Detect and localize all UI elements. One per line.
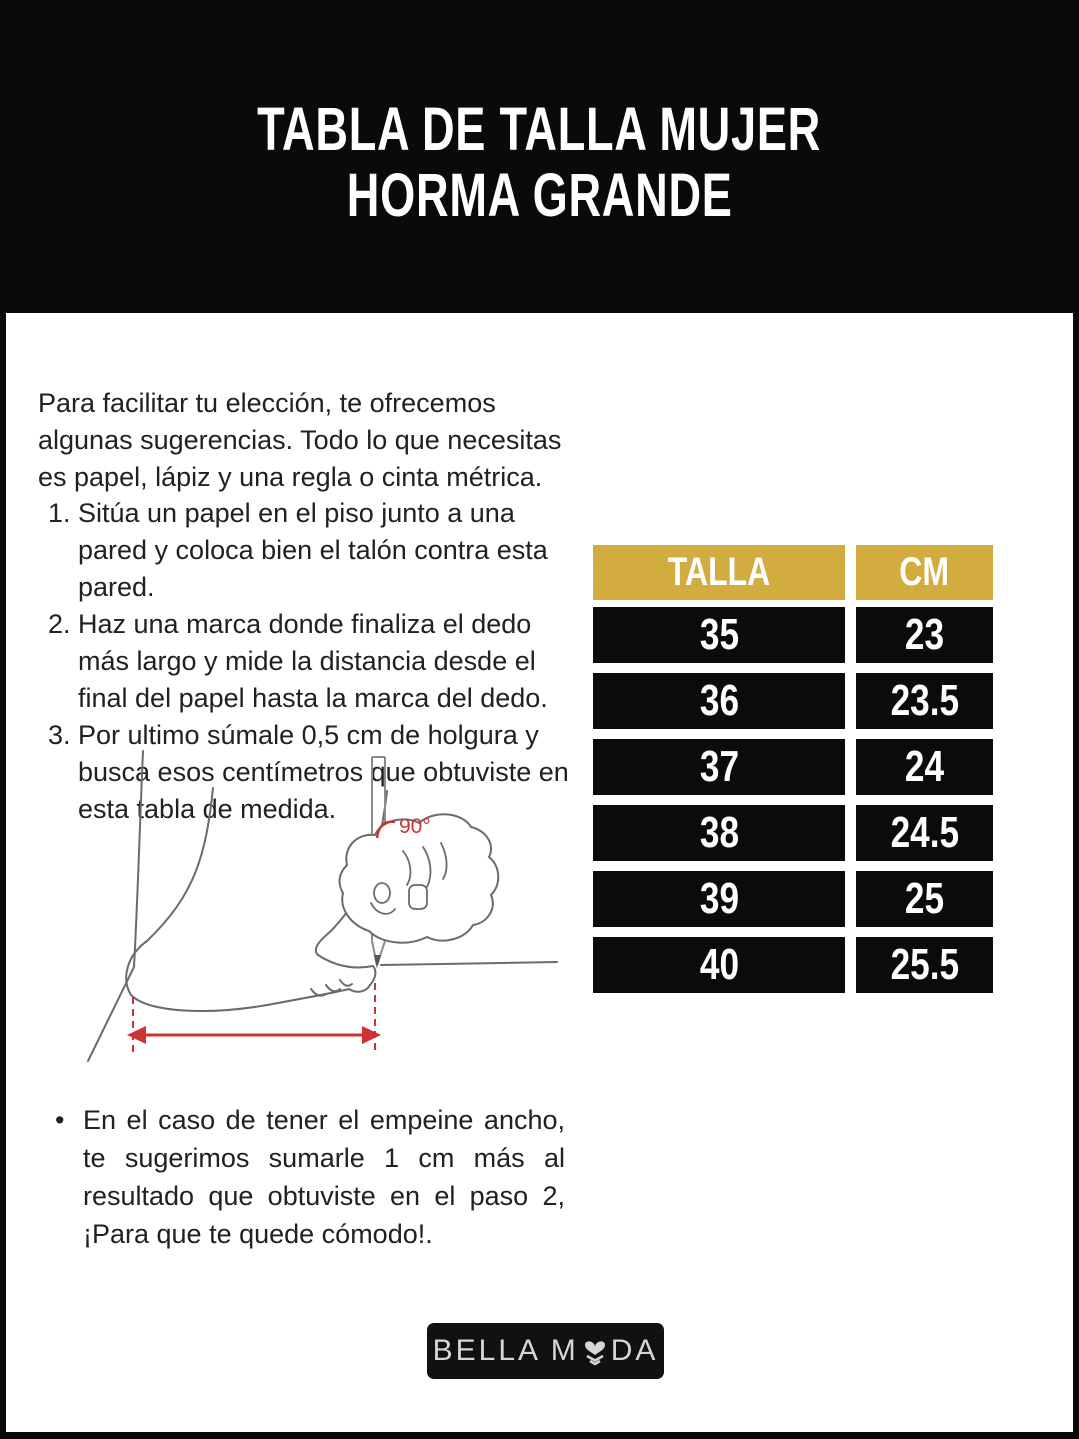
note-bullet-item	[55, 1101, 565, 1253]
table-row-talla	[593, 673, 845, 729]
list-item-text: Sitúa un papel en el piso junto a una pared y coloca bien el talón contra esta pared.	[78, 498, 548, 602]
list-item	[48, 495, 576, 606]
table-row-cm	[856, 673, 993, 729]
page-title-line1-text: TABLA DE TALLA MUJER	[257, 95, 822, 163]
size-table-body	[593, 607, 998, 993]
cm-value: 25.5	[890, 940, 959, 989]
talla-value: 35	[699, 610, 739, 659]
cm-value: 24.5	[890, 808, 959, 857]
content-sheet	[6, 313, 1073, 1432]
table-row-cm	[856, 805, 993, 861]
size-table-header-row	[593, 545, 998, 600]
list-item	[48, 606, 576, 717]
page-title	[0, 96, 1079, 228]
angle-label: 90°	[399, 815, 431, 838]
table-row-cm	[856, 739, 993, 795]
header-band	[0, 0, 1079, 313]
arrow-right-head	[362, 1026, 381, 1044]
arrow-left-head	[127, 1026, 146, 1044]
foot-measuring-diagram	[85, 743, 561, 1069]
page-title-line2-text: HORMA GRANDE	[346, 161, 733, 229]
cm-value: 24	[904, 742, 945, 791]
table-row-cm	[856, 937, 993, 993]
cm-value: 23.5	[890, 676, 959, 725]
cm-value: 25	[904, 874, 945, 923]
size-table	[593, 545, 998, 993]
logo-text-post: DA	[610, 1334, 659, 1367]
talla-value: 36	[699, 676, 739, 725]
logo-text-pre: BELLA M	[432, 1334, 579, 1367]
table-row-talla	[593, 937, 845, 993]
talla-value: 40	[699, 940, 739, 989]
column-header-cm	[856, 545, 993, 600]
talla-value: 38	[699, 808, 739, 857]
cm-value: 23	[904, 610, 945, 659]
table-row-talla	[593, 607, 845, 663]
table-row-cm	[856, 871, 993, 927]
brand-logo	[427, 1323, 664, 1379]
list-item-number: 2.	[48, 609, 71, 639]
talla-value: 37	[699, 742, 739, 791]
table-row-talla	[593, 805, 845, 861]
talla-value: 39	[699, 874, 739, 923]
list-item-text: Haz una marca donde finaliza el dedo más largo y mide la distancia desde el final del papel hasta la marca del dedo.	[78, 609, 548, 713]
page-title-line1	[0, 96, 1079, 162]
list-item-text: Por ultimo súmale 0,5 cm de holgura y busca esos centímetros que obtuviste en esta tabla de medida.	[78, 720, 569, 824]
column-header-cm-text: CM	[899, 550, 950, 594]
heart-icon	[582, 1336, 608, 1366]
table-row-cm	[856, 607, 993, 663]
table-row-talla	[593, 739, 845, 795]
list-item-number: 3.	[48, 720, 71, 750]
table-row-talla	[593, 871, 845, 927]
bullet-marker: •	[55, 1105, 65, 1135]
column-header-talla	[593, 545, 845, 600]
page-title-line2	[0, 162, 1079, 228]
note-text: En el caso de tener el empeine ancho, te sugerimos sumarle 1 cm más al resultado que obtuviste en el paso 2, ¡Para que te quede cómodo!.	[83, 1105, 565, 1249]
list-item-number: 1.	[48, 498, 71, 528]
intro-paragraph: Para facilitar tu elección, te ofrecemos algunas sugerencias. Todo lo que necesitas es papel, lápiz y una regla o cinta métrica.	[38, 388, 562, 492]
column-header-talla-text: TALLA	[667, 550, 771, 594]
